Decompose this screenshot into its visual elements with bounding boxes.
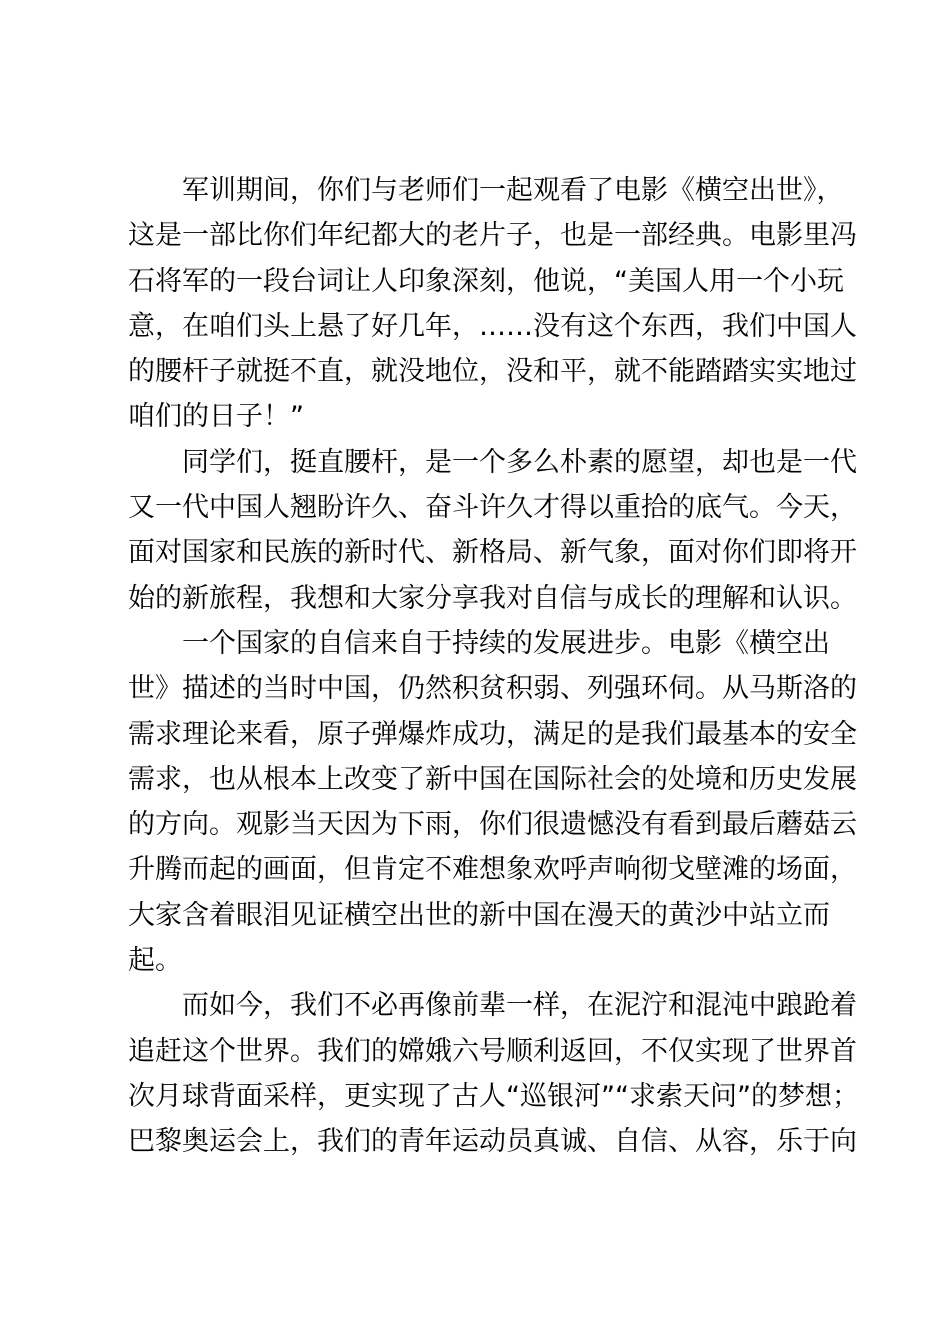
- text-line: 石将军的一段台词让人印象深刻，他说，“美国人用一个小玩: [128, 265, 844, 297]
- text-line: 大家含着眼泪见证横空出世的新中国在漫天的黄沙中站立而: [128, 899, 830, 931]
- text-line: 而如今，我们不必再像前辈一样，在泥泞和混沌中踉跄着: [182, 990, 857, 1022]
- text-line: 追赶这个世界。我们的嫦娥六号顺利返回，不仅实现了世界首: [128, 1035, 857, 1067]
- text-line: 世》描述的当时中国，仍然积贫积弱、列强环伺。从马斯洛的: [128, 673, 857, 705]
- text-line: 需求，也从根本上改变了新中国在国际社会的处境和历史发展: [128, 763, 857, 795]
- body-text: [128, 168, 859, 1165]
- text-line: 始的新旅程，我想和大家分享我对自信与成长的理解和认识。: [128, 582, 857, 614]
- paragraph-military-training: [128, 168, 857, 440]
- paragraph-nowadays: [128, 983, 859, 1164]
- text-line: 升腾而起的画面，但肯定不难想象欢呼声响彻戈壁滩的场面，: [128, 854, 857, 886]
- text-line: 咱们的日子！”: [128, 401, 304, 433]
- text-line: 这是一部比你们年纪都大的老片子，也是一部经典。电影里冯: [128, 220, 857, 252]
- text-line: 一个国家的自信来自于持续的发展进步。电影《横空出: [182, 627, 830, 659]
- text-line: 军训期间，你们与老师们一起观看了电影《横空出世》，: [182, 175, 844, 206]
- text-line: 又一代中国人翘盼许久、奋斗许久才得以重拾的底气。今天，: [128, 492, 857, 524]
- text-line: 的方向。观影当天因为下雨，你们很遗憾没有看到最后蘑菇云: [128, 809, 857, 841]
- text-line: 需求理论来看，原子弹爆炸成功，满足的是我们最基本的安全: [128, 718, 857, 750]
- text-line: 同学们，挺直腰杆，是一个多么朴素的愿望，却也是一代: [182, 446, 857, 478]
- paragraph-national-confidence: [128, 621, 857, 983]
- paragraph-straighten-back: [128, 440, 857, 621]
- text-line: 次月球背面采样，更实现了古人“巡银河”“求索天问”的梦想；: [128, 1080, 859, 1112]
- text-line: 巴黎奥运会上，我们的青年运动员真诚、自信、从容，乐于向: [128, 1126, 857, 1158]
- text-line: 面对国家和民族的新时代、新格局、新气象，面对你们即将开: [128, 537, 857, 569]
- text-line: 意，在咱们头上悬了好几年，……没有这个东西，我们中国人: [128, 310, 857, 342]
- text-line: 起。: [128, 945, 182, 977]
- text-line: 的腰杆子就挺不直，就没地位，没和平，就不能踏踏实实地过: [128, 356, 857, 388]
